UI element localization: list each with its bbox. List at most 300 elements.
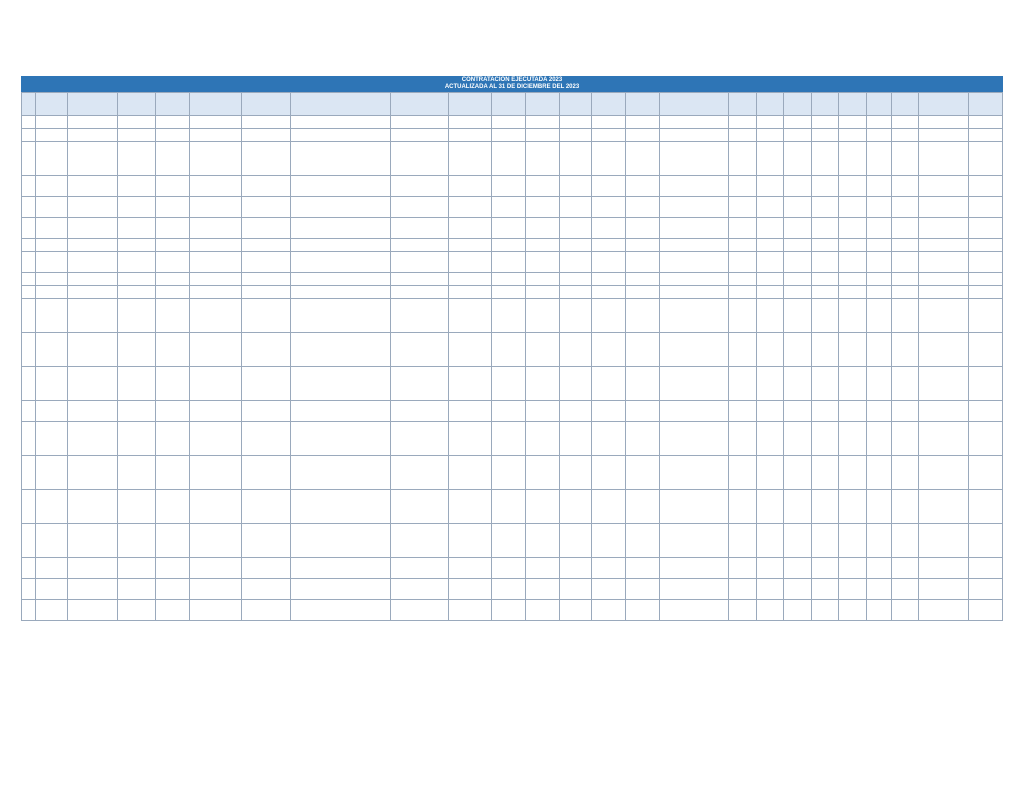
table-cell — [291, 367, 391, 401]
table-cell — [291, 176, 391, 197]
table-cell — [560, 524, 592, 558]
table-cell — [190, 333, 242, 367]
table-cell — [729, 197, 756, 218]
table-cell — [241, 252, 290, 273]
table-cell — [449, 524, 492, 558]
table-cell — [919, 422, 968, 456]
table-row — [22, 252, 1003, 273]
table-cell — [190, 456, 242, 490]
table-cell — [291, 116, 391, 129]
table-cell — [241, 116, 290, 129]
table-cell — [22, 129, 36, 142]
table-cell — [626, 524, 660, 558]
table-cell — [756, 333, 783, 367]
table-cell — [866, 456, 891, 490]
table-cell — [839, 422, 866, 456]
table-cell — [526, 116, 560, 129]
table-cell — [117, 558, 155, 579]
table-cell — [526, 524, 560, 558]
table-header-row — [22, 93, 1003, 116]
table-row — [22, 524, 1003, 558]
table-cell — [36, 142, 68, 176]
table-cell — [36, 490, 68, 524]
table-cell — [626, 176, 660, 197]
table-cell — [592, 524, 626, 558]
table-cell — [117, 299, 155, 333]
table-cell — [68, 367, 117, 401]
table-cell — [756, 273, 783, 286]
table-cell — [241, 490, 290, 524]
table-cell — [155, 524, 189, 558]
table-cell — [592, 273, 626, 286]
table-cell — [391, 116, 449, 129]
table-cell — [811, 401, 838, 422]
table-cell — [592, 197, 626, 218]
table-cell — [784, 524, 811, 558]
table-cell — [22, 524, 36, 558]
table-cell — [22, 273, 36, 286]
table-cell — [155, 558, 189, 579]
table-cell — [391, 252, 449, 273]
table-cell — [117, 197, 155, 218]
table-cell — [155, 218, 189, 239]
table-cell — [756, 197, 783, 218]
table-cell — [660, 456, 729, 490]
table-cell — [391, 129, 449, 142]
table-cell — [291, 273, 391, 286]
table-cell — [560, 286, 592, 299]
table-cell — [560, 401, 592, 422]
table-cell — [449, 142, 492, 176]
table-cell — [729, 129, 756, 142]
table-cell — [36, 286, 68, 299]
table-cell — [866, 299, 891, 333]
table-cell — [391, 456, 449, 490]
table-cell — [241, 239, 290, 252]
table-cell — [660, 333, 729, 367]
table-cell — [526, 422, 560, 456]
table-cell — [592, 142, 626, 176]
table-cell — [839, 333, 866, 367]
table-cell — [241, 299, 290, 333]
table-cell — [839, 197, 866, 218]
table-cell — [36, 176, 68, 197]
table-cell — [492, 524, 526, 558]
table-cell — [592, 239, 626, 252]
table-cell — [756, 129, 783, 142]
table-cell — [291, 333, 391, 367]
table-cell — [391, 197, 449, 218]
table-cell — [592, 422, 626, 456]
table-cell — [190, 116, 242, 129]
table-cell — [811, 176, 838, 197]
table-cell — [756, 367, 783, 401]
table-cell — [626, 333, 660, 367]
table-cell — [660, 579, 729, 600]
table-cell — [729, 490, 756, 524]
table-cell — [968, 252, 1002, 273]
table-cell — [391, 286, 449, 299]
table-cell — [891, 286, 918, 299]
table-cell — [626, 401, 660, 422]
table-cell — [492, 116, 526, 129]
table-cell — [839, 299, 866, 333]
table-cell — [839, 252, 866, 273]
table-cell — [891, 422, 918, 456]
table-cell — [811, 218, 838, 239]
table-cell — [68, 116, 117, 129]
table-row — [22, 239, 1003, 252]
table-cell — [839, 142, 866, 176]
table-cell — [68, 524, 117, 558]
table-cell — [22, 142, 36, 176]
table-cell — [660, 558, 729, 579]
table-cell — [391, 422, 449, 456]
table-cell — [592, 401, 626, 422]
table-cell — [968, 600, 1002, 621]
table-cell — [36, 333, 68, 367]
table-cell — [839, 273, 866, 286]
table-cell — [492, 252, 526, 273]
table-cell — [492, 401, 526, 422]
table-cell — [155, 490, 189, 524]
table-cell — [756, 422, 783, 456]
table-cell — [36, 299, 68, 333]
table-cell — [811, 456, 838, 490]
table-cell — [756, 579, 783, 600]
table-cell — [968, 197, 1002, 218]
report-title-bar — [21, 76, 1003, 92]
table-cell — [811, 116, 838, 129]
table-row — [22, 367, 1003, 401]
table-cell — [291, 286, 391, 299]
table-cell — [811, 273, 838, 286]
table-cell — [592, 579, 626, 600]
table-cell — [449, 401, 492, 422]
table-cell — [36, 600, 68, 621]
table-cell — [291, 218, 391, 239]
table-cell — [22, 286, 36, 299]
table-cell — [891, 579, 918, 600]
table-cell — [891, 197, 918, 218]
table-cell — [449, 333, 492, 367]
table-cell — [560, 299, 592, 333]
table-cell — [866, 116, 891, 129]
table-cell — [117, 456, 155, 490]
table-cell — [117, 218, 155, 239]
table-cell — [22, 422, 36, 456]
table-cell — [784, 422, 811, 456]
table-cell — [391, 142, 449, 176]
table-cell — [190, 367, 242, 401]
table-cell — [492, 422, 526, 456]
table-cell — [68, 218, 117, 239]
table-cell — [241, 333, 290, 367]
table-cell — [866, 333, 891, 367]
table-cell — [526, 142, 560, 176]
table-cell — [117, 333, 155, 367]
table-cell — [626, 116, 660, 129]
table-cell — [36, 197, 68, 218]
table-cell — [626, 252, 660, 273]
column-header — [968, 93, 1002, 116]
table-cell — [839, 367, 866, 401]
table-cell — [291, 524, 391, 558]
table-cell — [784, 273, 811, 286]
table-cell — [660, 273, 729, 286]
report-subtitle: ACTUALIZADA AL 31 DE DICIEMBRE DEL 2023 — [444, 84, 580, 90]
table-cell — [117, 367, 155, 401]
table-cell — [660, 422, 729, 456]
table-cell — [526, 129, 560, 142]
column-header — [36, 93, 68, 116]
table-cell — [626, 286, 660, 299]
table-cell — [811, 197, 838, 218]
table-cell — [155, 129, 189, 142]
table-cell — [449, 129, 492, 142]
table-cell — [155, 239, 189, 252]
table-cell — [729, 558, 756, 579]
table-cell — [391, 524, 449, 558]
table-cell — [839, 129, 866, 142]
table-cell — [660, 218, 729, 239]
table-cell — [756, 401, 783, 422]
table-cell — [784, 579, 811, 600]
table-cell — [811, 299, 838, 333]
table-cell — [291, 252, 391, 273]
table-cell — [190, 142, 242, 176]
table-row — [22, 286, 1003, 299]
table-row — [22, 456, 1003, 490]
table-cell — [784, 239, 811, 252]
table-cell — [811, 490, 838, 524]
table-cell — [526, 333, 560, 367]
table-cell — [117, 490, 155, 524]
table-cell — [449, 299, 492, 333]
table-cell — [68, 142, 117, 176]
table-cell — [729, 524, 756, 558]
table-cell — [592, 456, 626, 490]
table-cell — [449, 600, 492, 621]
table-cell — [391, 273, 449, 286]
table-cell — [190, 176, 242, 197]
table-cell — [492, 218, 526, 239]
table-cell — [241, 129, 290, 142]
table-cell — [155, 273, 189, 286]
table-cell — [492, 600, 526, 621]
table-cell — [391, 579, 449, 600]
table-cell — [22, 456, 36, 490]
table-row — [22, 401, 1003, 422]
table-cell — [756, 218, 783, 239]
table-cell — [68, 239, 117, 252]
table-cell — [190, 286, 242, 299]
table-cell — [756, 142, 783, 176]
table-cell — [241, 401, 290, 422]
table-cell — [117, 176, 155, 197]
table-cell — [891, 524, 918, 558]
table-cell — [449, 239, 492, 252]
table-cell — [919, 579, 968, 600]
table-cell — [155, 252, 189, 273]
table-cell — [560, 218, 592, 239]
table-cell — [784, 197, 811, 218]
table-cell — [866, 558, 891, 579]
table-cell — [756, 176, 783, 197]
table-cell — [592, 367, 626, 401]
table-cell — [526, 252, 560, 273]
table-cell — [291, 490, 391, 524]
table-cell — [626, 579, 660, 600]
column-header — [155, 93, 189, 116]
table-cell — [22, 490, 36, 524]
table-cell — [241, 367, 290, 401]
table-cell — [729, 252, 756, 273]
table-cell — [866, 367, 891, 401]
table-cell — [784, 490, 811, 524]
table-cell — [492, 299, 526, 333]
table-row — [22, 333, 1003, 367]
table-cell — [784, 401, 811, 422]
table-cell — [626, 142, 660, 176]
table-cell — [756, 524, 783, 558]
table-cell — [729, 273, 756, 286]
table-cell — [968, 273, 1002, 286]
table-cell — [626, 218, 660, 239]
table-cell — [22, 401, 36, 422]
table-cell — [784, 252, 811, 273]
table-cell — [68, 252, 117, 273]
table-cell — [919, 490, 968, 524]
table-cell — [919, 142, 968, 176]
column-header — [391, 93, 449, 116]
table-row — [22, 299, 1003, 333]
table-cell — [866, 176, 891, 197]
table-cell — [626, 367, 660, 401]
table-cell — [919, 129, 968, 142]
table-cell — [526, 273, 560, 286]
table-cell — [811, 524, 838, 558]
table-cell — [729, 367, 756, 401]
table-cell — [291, 197, 391, 218]
table-cell — [492, 579, 526, 600]
table-cell — [155, 456, 189, 490]
table-cell — [660, 490, 729, 524]
table-cell — [784, 116, 811, 129]
table-cell — [492, 367, 526, 401]
table-cell — [36, 401, 68, 422]
table-cell — [839, 176, 866, 197]
table-cell — [660, 299, 729, 333]
column-header — [592, 93, 626, 116]
table-cell — [241, 273, 290, 286]
table-cell — [592, 116, 626, 129]
table-cell — [756, 299, 783, 333]
table-cell — [68, 579, 117, 600]
table-cell — [560, 116, 592, 129]
table-cell — [449, 176, 492, 197]
table-cell — [449, 490, 492, 524]
table-cell — [919, 456, 968, 490]
report-title: CONTRATACIÓN EJECUTADA 2023 — [461, 77, 563, 83]
column-header — [866, 93, 891, 116]
table-cell — [68, 273, 117, 286]
table-cell — [449, 456, 492, 490]
table-cell — [839, 239, 866, 252]
table-cell — [22, 252, 36, 273]
table-cell — [968, 129, 1002, 142]
table-cell — [919, 299, 968, 333]
table-cell — [839, 600, 866, 621]
table-row — [22, 490, 1003, 524]
table-cell — [449, 218, 492, 239]
table-cell — [68, 456, 117, 490]
table-cell — [592, 129, 626, 142]
table-cell — [626, 129, 660, 142]
table-cell — [968, 239, 1002, 252]
table-cell — [919, 600, 968, 621]
table-cell — [839, 524, 866, 558]
table-cell — [190, 197, 242, 218]
table-cell — [190, 252, 242, 273]
table-cell — [784, 286, 811, 299]
table-cell — [190, 490, 242, 524]
table-cell — [866, 252, 891, 273]
table-cell — [526, 176, 560, 197]
table-cell — [190, 273, 242, 286]
table-row — [22, 600, 1003, 621]
table-cell — [626, 422, 660, 456]
table-cell — [592, 490, 626, 524]
table-row — [22, 176, 1003, 197]
table-cell — [592, 299, 626, 333]
table-cell — [68, 490, 117, 524]
table-cell — [660, 129, 729, 142]
table-cell — [492, 129, 526, 142]
table-cell — [117, 116, 155, 129]
table-cell — [626, 239, 660, 252]
column-header — [660, 93, 729, 116]
table-cell — [526, 367, 560, 401]
table-cell — [811, 579, 838, 600]
table-cell — [391, 367, 449, 401]
table-cell — [811, 558, 838, 579]
table-cell — [592, 176, 626, 197]
table-cell — [492, 490, 526, 524]
table-cell — [919, 218, 968, 239]
table-cell — [866, 579, 891, 600]
table-cell — [729, 176, 756, 197]
column-header — [117, 93, 155, 116]
table-cell — [22, 600, 36, 621]
table-cell — [919, 524, 968, 558]
table-cell — [155, 116, 189, 129]
table-cell — [866, 600, 891, 621]
table-cell — [729, 422, 756, 456]
table-cell — [117, 273, 155, 286]
table-cell — [626, 273, 660, 286]
table-cell — [919, 197, 968, 218]
table-cell — [241, 456, 290, 490]
table-cell — [526, 299, 560, 333]
table-cell — [784, 218, 811, 239]
column-header — [68, 93, 117, 116]
table-cell — [291, 422, 391, 456]
table-cell — [68, 422, 117, 456]
table-cell — [891, 490, 918, 524]
column-header — [241, 93, 290, 116]
table-cell — [811, 422, 838, 456]
